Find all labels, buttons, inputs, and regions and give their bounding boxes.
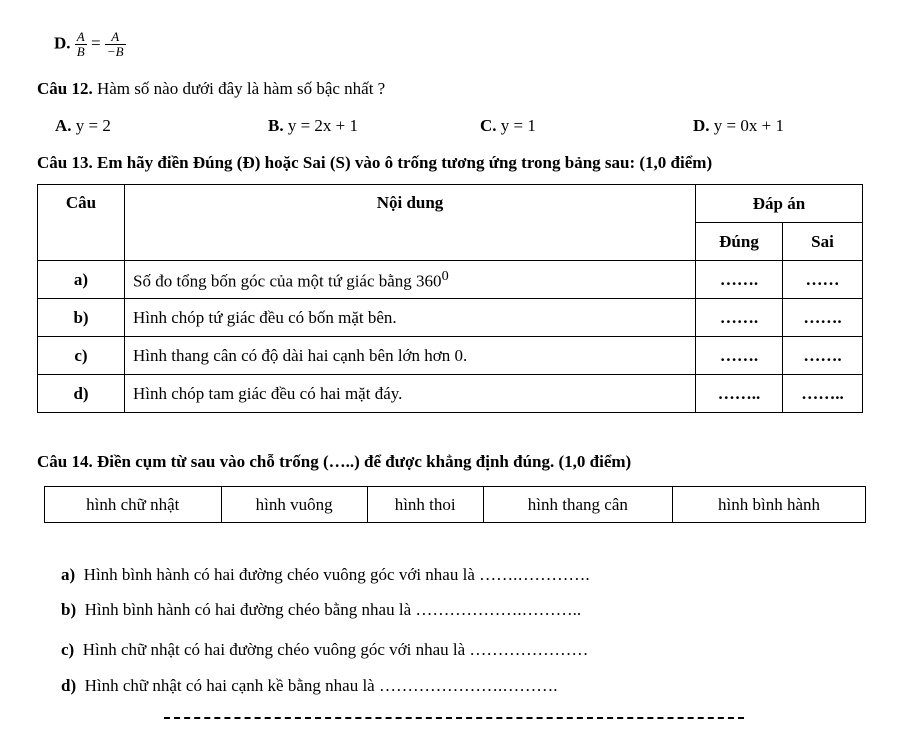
table-row [38,337,863,375]
q14-item-a-text: Hình bình hành có hai đường chéo vuông góc với nhau là …….…………. [83,565,590,584]
q12-option-c-letter: C. [480,116,497,135]
fraction-rhs-denominator: −B [106,44,124,59]
table-row [38,299,863,337]
word-bank-item: hình bình hành [673,487,866,523]
q14-item-d [61,676,557,696]
q12-option-c-text: y = 1 [500,116,536,135]
table-row [38,375,863,413]
row-label: c) [38,337,125,375]
answer-dung-blank[interactable]: …….. [696,375,783,413]
q12-option-b-text: y = 2x + 1 [287,116,359,135]
row-content: Hình chóp tam giác đều có hai mặt đáy. [125,375,696,413]
fraction-rhs-numerator: A [105,30,126,45]
q12-option-a-letter: A. [55,116,72,135]
header-noi-dung: Nội dung [125,185,696,261]
row-label: a) [38,261,125,299]
word-bank-item: hình thoi [367,487,483,523]
answer-sai-blank[interactable]: ……. [783,299,863,337]
q12-option-b [268,116,358,136]
q12-text: Hàm số nào dưới đây là hàm số bậc nhất ? [96,79,386,98]
q14-item-d-text: Hình chữ nhật có hai cạnh kề bằng nhau là ………………….………. [84,676,558,695]
header-dung: Đúng [696,223,783,261]
row-content: Hình thang cân có độ dài hai cạnh bên lớn hơn 0. [125,337,696,375]
q14-word-bank [44,486,866,523]
q14-item-b-text: Hình bình hành có hai đường chéo bằng nhau là ……………….……….. [84,600,582,619]
table-row [38,261,863,299]
q11-option-d-letter: D. [54,33,71,53]
q12-option-d-letter: D. [693,116,710,135]
answer-sai-blank[interactable]: ……. [783,337,863,375]
equals-sign: = [90,33,101,53]
row-label: b) [38,299,125,337]
q12-option-d-text: y = 0x + 1 [713,116,784,135]
q14-item-c-label: c) [61,640,75,659]
q14-item-d-label: d) [61,676,77,695]
q14-item-b [61,600,581,620]
answer-sai-blank[interactable]: …….. [783,375,863,413]
word-bank-item: hình chữ nhật [45,487,222,523]
answer-dung-blank[interactable]: ……. [696,261,783,299]
q12-option-a [55,116,111,136]
q13-title: Câu 13. Em hãy điền Đúng (Đ) hoặc Sai (S) vào ô trống tương ứng trong bảng sau: (1,0 điểm) [37,153,713,172]
q12-option-d [693,116,784,136]
header-dap-an: Đáp án [696,185,863,223]
q12-option-a-text: y = 2 [75,116,111,135]
q12-label: Câu 12. [37,79,93,98]
q14-item-c-text: Hình chữ nhật có hai đường chéo vuông góc với nhau là ………………… [82,640,589,659]
q12-question [37,79,385,99]
section-divider [164,717,744,719]
row-content [125,261,696,299]
fraction-lhs-denominator: B [76,44,85,59]
word-bank-item: hình vuông [221,487,367,523]
row-content: Hình chóp tứ giác đều có bốn mặt bên. [125,299,696,337]
fraction-lhs [75,30,87,59]
row-content-text: Số đo tổng bốn góc của một tứ giác bằng 360 [133,271,442,291]
word-bank-item: hình thang cân [483,487,672,523]
fraction-lhs-numerator: A [76,29,85,44]
fraction-rhs [105,30,126,59]
q11-option-d [54,30,126,59]
row-content-superscript: 0 [441,267,449,284]
row-label: d) [38,375,125,413]
q14-item-a-label: a) [61,565,76,584]
q14-item-a [61,565,590,585]
q14-title: Câu 14. Điền cụm từ sau vào chỗ trống (…..) để được khẳng định đúng. (1,0 điểm) [37,452,632,471]
header-sai: Sai [783,223,863,261]
q14-item-b-label: b) [61,600,77,619]
q13-table [37,184,863,413]
answer-sai-blank[interactable]: …… [783,261,863,299]
answer-dung-blank[interactable]: ……. [696,337,783,375]
header-cau: Câu [38,185,125,261]
q14-item-c [61,640,588,660]
q12-option-b-letter: B. [268,116,284,135]
answer-dung-blank[interactable]: ……. [696,299,783,337]
q12-option-c [480,116,536,136]
